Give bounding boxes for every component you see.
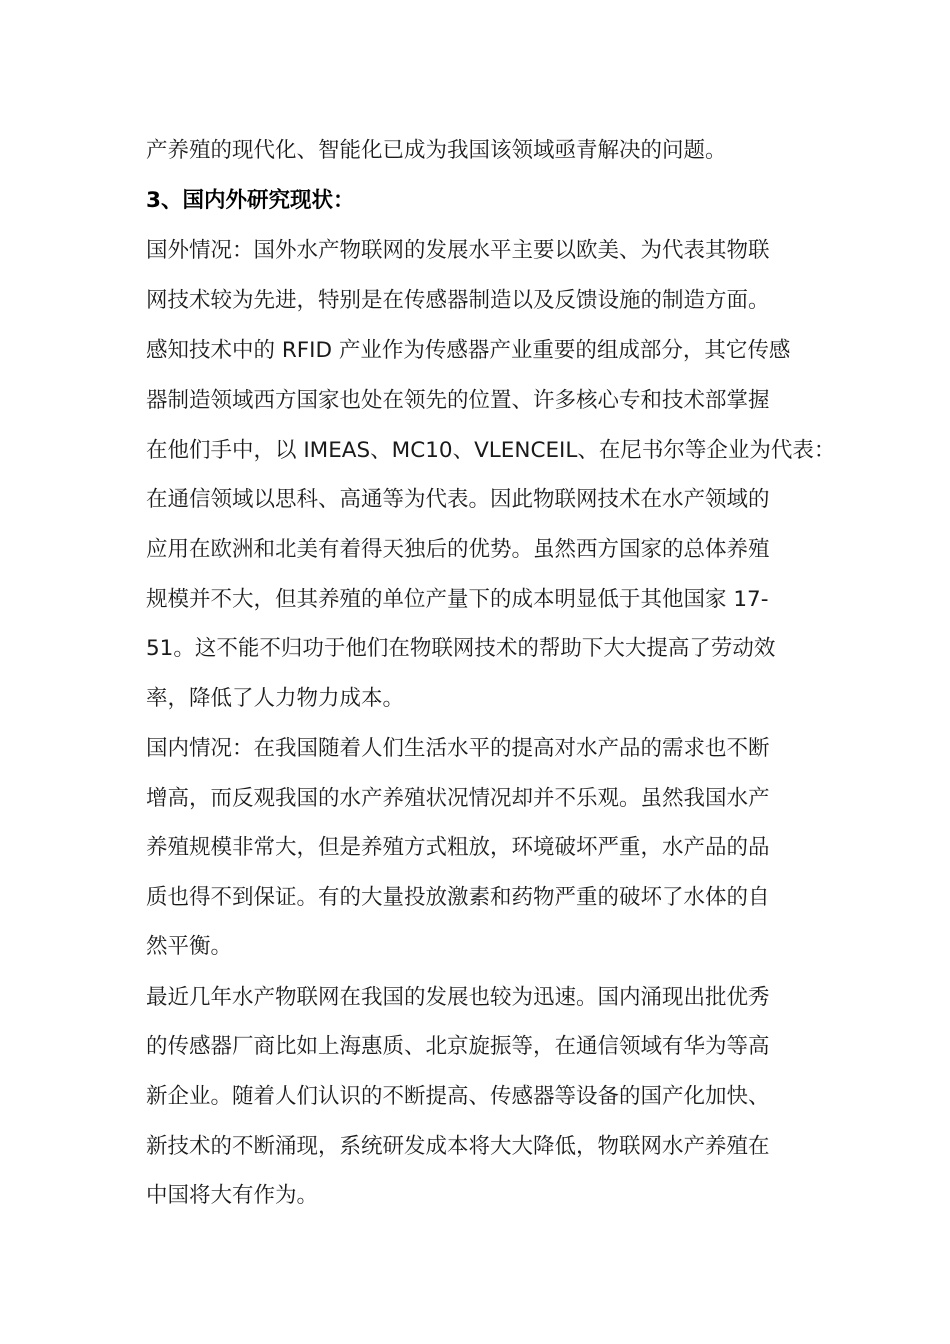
paragraph-line: 新技术的不断涌现，系统研发成本将大大降低，物联网水产养殖在 bbox=[146, 1134, 770, 1159]
paragraph-line: 新企业。随着人们认识的不断提高、传感器等设备的国产化加快、 bbox=[146, 1084, 770, 1109]
paragraph-line: 中国将大有作为。 bbox=[146, 1183, 319, 1208]
paragraph-line: 质也得不到保证。有的大量投放激素和药物严重的破坏了水体的自 bbox=[146, 885, 770, 910]
paragraph-line: 51。这不能不归功于他们在物联网技术的帮助下大大提高了劳动效 bbox=[146, 636, 776, 661]
paragraph-line: 养殖规模非常大，但是养殖方式粗放，环境破坏严重，水产品的品 bbox=[146, 835, 770, 860]
paragraph-line: 增高，而反观我国的水产养殖状况情况却并不乐观。虽然我国水产 bbox=[146, 786, 770, 811]
paragraph-line: 国内情况：在我国随着人们生活水平的提高对水产品的需求也不断 bbox=[146, 736, 770, 761]
paragraph-line: 在通信领域以思科、高通等为代表。因此物联网技术在水产领域的 bbox=[146, 487, 770, 512]
paragraph-line: 国外情况：国外水产物联网的发展水平主要以欧美、为代表其物联 bbox=[146, 238, 770, 263]
paragraph-line: 然平衡。 bbox=[146, 934, 233, 959]
paragraph-line: 感知技术中的 RFID 产业作为传感器产业重要的组成部分，其它传感 bbox=[146, 338, 791, 363]
paragraph-line: 应用在欧洲和北美有着得天独后的优势。虽然西方国家的总体养殖 bbox=[146, 537, 770, 562]
section-heading: 3、国内外研究现状： bbox=[146, 188, 355, 213]
paragraph-line: 网技术较为先进，特别是在传感器制造以及反馈设施的制造方面。 bbox=[146, 288, 770, 313]
paragraph-line: 率，降低了人力物力成本。 bbox=[146, 686, 405, 711]
paragraph-line: 的传感器厂商比如上海惠质、北京旋振等，在通信领域有华为等高 bbox=[146, 1034, 770, 1059]
paragraph-line: 器制造领域西方国家也处在领先的位置、许多核心专和技术部掌握 bbox=[146, 388, 770, 413]
paragraph-line: 在他们手中，以 IMEAS、MC10、VLENCEIL、在尼书尔等企业为代表： bbox=[146, 438, 836, 463]
paragraph-line: 最近几年水产物联网在我国的发展也较为迅速。国内涌现出批优秀 bbox=[146, 985, 770, 1010]
paragraph-line: 产养殖的现代化、智能化已成为我国该领域亟青解决的问题。 bbox=[146, 138, 727, 163]
paragraph-line: 规模并不大，但其养殖的单位产量下的成本明显低于其他国家 17- bbox=[146, 587, 769, 612]
